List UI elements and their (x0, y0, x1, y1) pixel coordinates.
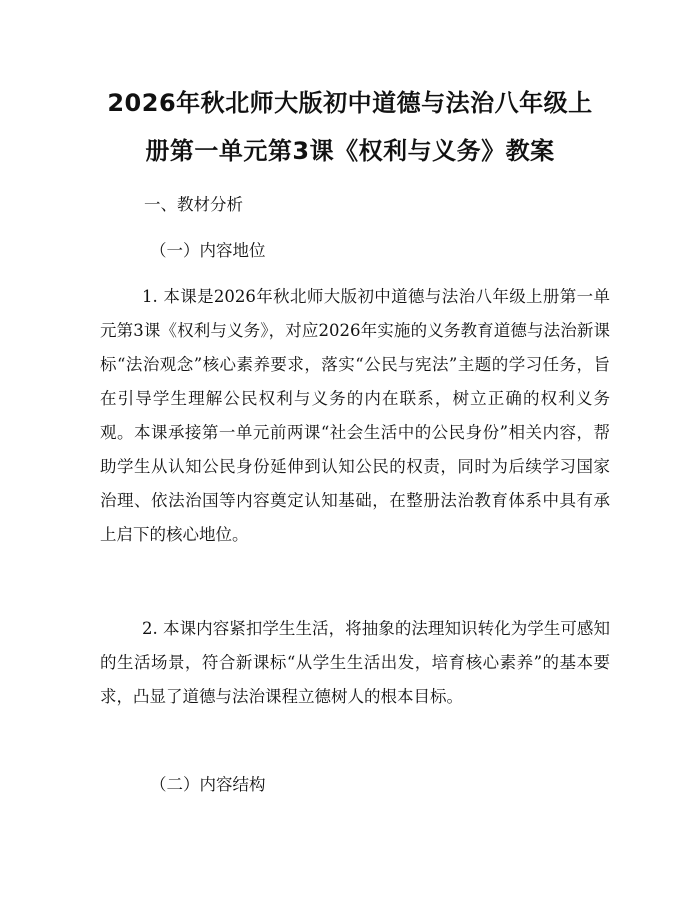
subsection-heading-content-structure: （二）内容结构 (150, 775, 266, 794)
subsection-heading-content-position: （一）内容地位 (150, 241, 266, 260)
paragraph-content-position-2 (100, 612, 610, 714)
paragraph-text: 1. 本课是2026年秋北师大版初中道德与法治八年级上册第一单元第3课《权利与义务》，对应2026年实施的义务教育道德与法治新课标“法治观念”核心素养要求，落实“公民与宪法”主题的学习任务，旨在引导学生理解公民权利与义务的内在联系，树立正确的权利义务观。本课承接第一单元前两课“社会生活中的公民身份”相关内容，帮助学生从认知公民身份延伸到认知公民的权责，同时为后续学习国家治理、依法治国等内容奠定认知基础，在整册法治教育体系中具有承上启下的核心地位。 (100, 287, 610, 544)
section-heading-textbook-analysis: 一、教材分析 (144, 195, 243, 214)
document-title-line-2: 册第一单元第3课《权利与义务》教案 (145, 137, 555, 165)
paragraph-content-position-1 (100, 280, 610, 552)
document-title-line-1: 2026年秋北师大版初中道德与法治八年级上 (107, 89, 593, 117)
paragraph-text: 2. 本课内容紧扣学生生活，将抽象的法理知识转化为学生可感知的生活场景，符合新课标“从学生生活出发，培育核心素养”的基本要求，凸显了道德与法治课程立德树人的根本目标。 (100, 619, 610, 706)
